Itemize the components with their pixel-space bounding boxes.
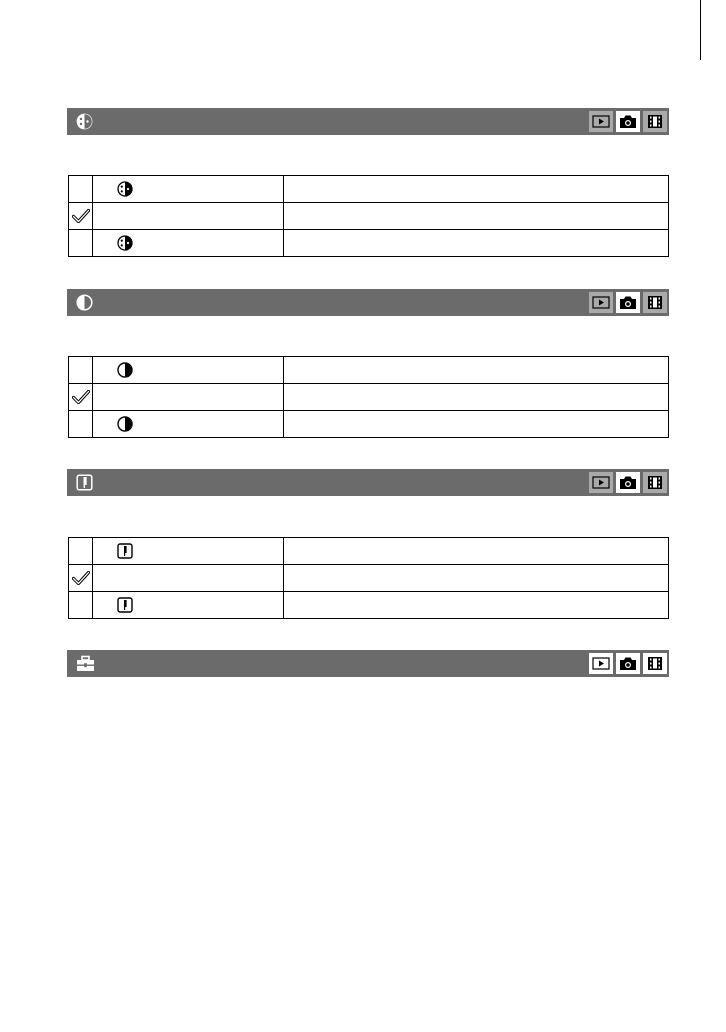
color-saturation-icon [117,181,133,197]
option-cell [93,357,284,384]
still-camera-mode-icon [616,292,640,313]
playback-mode-icon [589,292,613,313]
option-cell [93,176,284,203]
playback-mode-icon [589,111,613,132]
table-row[interactable] [69,230,669,257]
check-cell [69,357,93,384]
movie-mode-icon [643,472,667,493]
option-cell [93,411,284,438]
color-saturation-icon [117,235,133,251]
table-row[interactable] [69,565,669,592]
checkmark-icon [69,209,92,223]
description-cell [284,230,669,257]
contrast-icon [76,294,93,311]
option-cell [93,592,284,619]
contrast-icon [117,362,133,378]
description-cell [284,176,669,203]
page-edge-rule [700,0,701,60]
contrast-icon [117,416,133,432]
playback-mode-icon [589,472,613,493]
option-cell [93,203,284,230]
check-cell [69,384,93,411]
still-camera-mode-icon [616,653,640,674]
movie-mode-icon [643,111,667,132]
still-camera-mode-icon [616,472,640,493]
checkmark-icon [69,571,92,585]
description-cell [284,592,669,619]
check-cell [69,592,93,619]
still-camera-mode-icon [616,111,640,132]
check-cell [69,411,93,438]
check-cell [69,203,93,230]
mode-indicators [589,472,667,493]
check-cell [69,176,93,203]
sharpness-icon [117,543,133,559]
movie-mode-icon [643,653,667,674]
sharpness-options-table [68,537,669,619]
color-saturation-icon [76,113,93,130]
playback-mode-icon [589,653,613,674]
description-cell [284,565,669,592]
contrast-options-table [68,356,669,438]
mode-indicators [589,653,667,674]
description-cell [284,411,669,438]
saturation-options-table [68,175,669,257]
sharpness-icon [76,474,93,491]
setup-section-header [67,650,669,677]
checkmark-icon [69,390,92,404]
table-row[interactable] [69,538,669,565]
option-cell [93,565,284,592]
option-cell [93,384,284,411]
check-cell [69,565,93,592]
table-row[interactable] [69,357,669,384]
contrast-section-header [67,289,669,316]
movie-mode-icon [643,292,667,313]
mode-indicators [589,292,667,313]
description-cell [284,357,669,384]
sharpness-section-header [67,469,669,496]
table-row[interactable] [69,592,669,619]
table-row[interactable] [69,203,669,230]
table-row[interactable] [69,411,669,438]
table-row[interactable] [69,384,669,411]
description-cell [284,538,669,565]
table-row[interactable] [69,176,669,203]
check-cell [69,538,93,565]
mode-indicators [589,111,667,132]
description-cell [284,384,669,411]
sharpness-icon [117,597,133,613]
option-cell [93,538,284,565]
saturation-section-header [67,108,669,135]
check-cell [69,230,93,257]
description-cell [284,203,669,230]
setup-toolbox-icon [76,655,93,672]
option-cell [93,230,284,257]
